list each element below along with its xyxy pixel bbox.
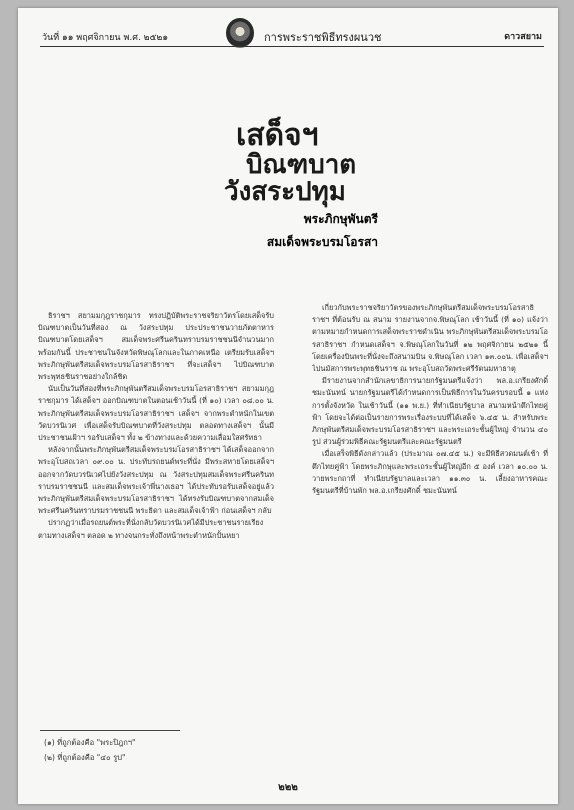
body-column-left: [38, 310, 274, 640]
headline-line-2: บิณฑบาต: [246, 149, 357, 180]
paragraph: เกี่ยวกับพระราชจริยาวัตรของพระภิกษุพันตรีสมเด็จพระบรมโอรสาธิราชฯ ที่ต้อนรับ ณ สนาม รายงานจากจ.พิษณุโลก เช้าวันนี้ (ที่ ๑๐) แจ้งว่าตามหมายกำหนดการเสด็จพระราชดำเนิน พระภิกษุพันตรีสมเด็จพระบรมโอรสาธิราชฯ กำหนดเสด็จฯ จ.พิษณุโลกในวันที่ ๑๒ พฤศจิกายน ๒๕๒๑ นี้ โดยเครื่องบินพระที่นั่งจะถึงสนามบิน จ.พิษณุโลก เวลา ๑๓.๐๐น. เพื่อเสด็จฯ ไปนมัสการพระพุทธชินราช ณ พระอุโบสถวัดพระศรีรัตนมหาธาตุ: [312, 303, 548, 374]
headline-sub-2: สมเด็จพระบรมโอรสา: [266, 235, 378, 250]
header-rule: [40, 46, 544, 47]
footnote-rule: [40, 730, 180, 731]
page-number: ๒๒๒: [278, 782, 298, 793]
header-section: ดาวสยาม: [504, 32, 542, 42]
paragraph: นับเป็นวันที่สองที่พระภิกษุพันตรีสมเด็จพระบรมโอรสาธิราชฯ สยามมกุฎราชกุมาร ได้เสด็จฯ ออกบิณฑบาตในตอนเช้าวันนี้ (ที่ ๑๐) เวลา ๐๘.๐๐ น. พระภิกษุพันตรีสมเด็จพระบรมโอรสาธิราชฯ เสด็จฯ จากพระตำหนักในเขตวัดบวรนิเวศ เพื่อเสด็จรับบิณฑบาตที่วังสระปทุม ตลอดทางเสด็จฯ นั้นมีประชาชนเฝ้าฯ รอรับเสด็จฯ ทั้ง ๒ ข้างทางและด้วยความเลื่อมใสศรัทธา: [38, 384, 274, 443]
headline-block: [218, 120, 378, 252]
paragraph: หลังจากนั้นพระภิกษุพันตรีสมเด็จพระบรมโอรสาธิราชฯ ได้เสด็จออกจากพระอุโบสถเวลา ๐๙.๐๐ น. ประทับรถยนต์พระที่นั่ง มีพระสหายโดยเสด็จฯ ออกจากวัดบวรนิเวศไปยังวังสระปทุม ณ วังสระปทุมสมเด็จพระศรีนครินทราบรมราชชนนี และสมเด็จพระเจ้าพี่นางเธอฯ ได้ประทับรอรับเสด็จอยู่แล้ว พระภิกษุพันตรีสมเด็จพระบรมโอรสาธิราชฯ ได้ทรงรับบิณฑบาตจากสมเด็จพระศรีนครินทราบรมราชชนนี พระธิดา และสมเด็จเจ้าฟ้า ก่อนเสด็จฯ กลับ: [38, 445, 274, 516]
royal-seal-icon: [226, 18, 254, 48]
paragraph: เมื่อเสร็จพิธีดังกล่าวแล้ว (ประมาณ ๐๗.๔๕ น.) จะมีพิธีสวดมนต์เช้า ที่ตึกไทยคู่ฟ้า โดยพระภิกษุและพระเถระชั้นผู้ใหญ่อีก ๕ องค์ เวลา ๑๐.๐๐ น. วายพระกถาที่ ทำเนียบรัฐบาลและเวลา ๑๑.๓๐ น. เลี้ยงอาหารคณะรัฐมนตรีที่บ้านพัก พล.อ.เกรียงศักดิ์ ชมะนันทน์: [312, 449, 548, 496]
headline-line-1: เสด็จฯ: [236, 118, 319, 153]
body-column-right: [312, 302, 548, 602]
paragraph: ธิราชฯ สยามมกุฎราชกุมาร ทรงปฏิบัติพระราชจริยาวัตรโดยเสด็จรับบิณฑบาตเป็นวันที่สอง ณ วังสระปทุม ประประชาชนวายภัตตาหารบิณฑบาตโดยเสด็จฯ สมเด็จพระศรีนครินทราบรมราชชนนีจำนวนมาก พร้อมกันนี้ ประชาชนในจังหวัดพิษณุโลกและในภาคเหนือ เตรียมรับเสด็จฯ พระภิกษุพันตรีสมเด็จพระบรมโอรสาธิราชฯ ที่จะเสด็จฯ ไปบิณฑบาตพระพุทธชินราชอย่างใกล้ชิด: [38, 311, 274, 382]
headline-sub-1: พระภิกษุพันตรี: [303, 212, 378, 227]
page-header: [38, 26, 544, 44]
document-page: [18, 8, 558, 804]
paragraph: ปรากฏว่าเมื่อรถยนต์พระที่นั่งกลับวัดบวรนิเวศได้มีประชาชนรายเรียงตามทางเสด็จฯ ตลอด ๒ ทางจนกระทั่งถึงหน้าพระตำหนักปั้นหยา: [38, 518, 264, 540]
headline-line-3: วังสระปทุม: [224, 176, 346, 207]
header-date: วันที่ ๑๑ พฤศจิกายน พ.ศ. ๒๕๒๑: [42, 33, 169, 43]
footnote-1: (๑) ที่ถูกต้องคือ "พระปิฎกฯ": [44, 738, 136, 747]
paragraph: มีรายงานจากสำนักเลขาธิการนายกรัฐมนตรีแจ้งว่า พล.อ.เกรียงศักดิ์ ชมะนันทน์ นายกรัฐมนตรีได้กำหนดการเป็นพิธีการในวันครบรอบนี้ ๑ แห่งการตั้งจังหวัด ในเช้าวันนี้ (๑๑ พ.ย.) ที่ทำเนียบรัฐบาล สนามหน้าตึกไทยคู่ฟ้า โดยจะได้ต่อเป็นรายการพระเรื่องระบบที่ได้เสด็จ ๖.๔๕ น. สำหรับพระภิกษุพันตรีสมเด็จพระบรมโอรสาธิราชฯ และพระเถระชั้นผู้ใหญ่ จำนวน ๔๐ รูป ส่วนผู้ร่วมพิธีคณะรัฐมนตรีและคณะรัฐมนตรี: [312, 376, 548, 447]
header-publication: การพระราชพิธีทรงผนวช: [264, 31, 382, 44]
footnote-2: (๒) ที่ถูกต้องคือ "๔๐ รูป": [44, 753, 126, 762]
